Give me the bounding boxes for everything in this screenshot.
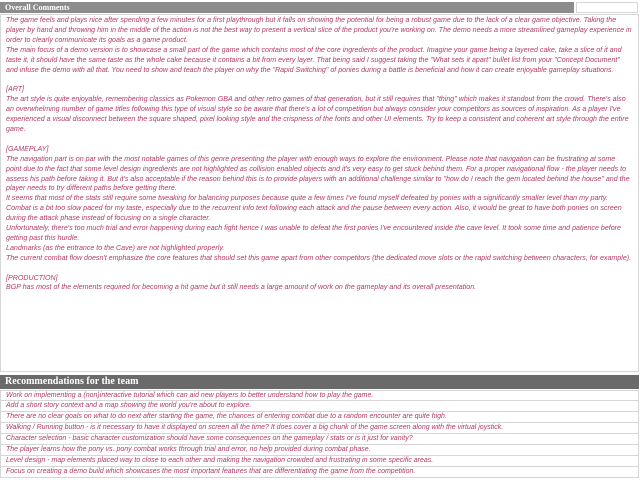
- comment-section-heading: [GAMEPLAY]: [6, 144, 49, 153]
- recommendation-item: Work on implementing a (non)interactive tutorial which can aid new players to better understand how to play the game.: [0, 390, 639, 401]
- header-right-box: [576, 2, 638, 13]
- comment-paragraph: Unfortunately, there's too much trial and error happening during each fight hence I was unable to defeat the first ponies I've encountered inside the cave level. It took some time and patience before getting past this hurdle.: [6, 224, 623, 242]
- comment-paragraph: The art style is quite enjoyable, remembering classics as Pokemon GBA and other retro games of that generation, but it still requires that "thing" which makes it standout from the crowd. There's also an overwhelming number of game titles following this type of visual style so be aware that there's a lot of competition but always consider your competitors as sources of inspiration. As a player I've experienced a visual disconnect between the square shaped, pixel looking style and the crispness of the fonts and other UI elements. Try to keep a consistent and coherent art style through the entire game.: [6, 95, 631, 133]
- comment-paragraph: The game feels and plays nice after spending a few minutes for a first playthrough but it falls on showing the potential for being a robust game due to the lack of a clear game objective. Taking the player by hand and throwing him in the middle of the action is not the best way to present a vertical slice of the product you're working on. The demo needs a more streamlined gameplay experience in order to clearly communicate its goals as a game product.: [6, 16, 634, 44]
- comment-section-heading: [PRODUCTION]: [6, 273, 58, 282]
- comment-paragraph: The navigation part is on par with the most notable games of this genre presenting the player with enough ways to explore the environment. Please note that navigation can be frustrating at some point due to the fact that some level design ingredients are not highlighted as collision enabled objects and it's very easy to get stuck behind them. For a proper navigational flow - the player needs to assess his path before taking it. But it's also acceptable if the reason behind this is to provide players with an additional challenge similar to "how do I reach the gem located behind the house" and the player needs to try different paths before getting there.: [6, 154, 632, 193]
- recommendations-list: [0, 390, 639, 478]
- comment-spacer: [6, 264, 632, 274]
- comment-section-heading: [ART]: [6, 85, 25, 94]
- overall-comments-header: [0, 2, 574, 13]
- overall-comments-title: Overall Comments: [5, 3, 70, 12]
- comment-paragraph: BGP has most of the elements required for becoming a hit game but it still needs a large amount of work on the gameplay and its overall presentation.: [6, 283, 477, 292]
- recommendations-header: [0, 375, 639, 389]
- comment-paragraph: Combat is a bit too slow paced for my taste, especially due to the recurrent info text following each attack and the pause between every action. Also, it would be great to have both ponies on screen during the attack phase instead of focusing on a single character.: [6, 204, 624, 223]
- recommendation-item: Character selection - basic character customization should have some consequences on the gameplay / stats or is it just for vanity?: [0, 434, 639, 445]
- comment-paragraph: Landmarks (as the entrance to the Cave) are not highlighted properly.: [6, 243, 225, 252]
- comment-paragraph: The current combat flow doesn't emphasize the core features that should set this game apart from other competitors (the dedicated move slots or the rapid switching between characters, for example).: [6, 253, 632, 262]
- recommendation-item: Walking / Running button - is it necessary to have it displayed on screen all the time? It does cover a big chunk of the game screen along with the virtual joystick.: [0, 423, 639, 434]
- comment-spacer: [6, 75, 632, 85]
- recommendation-item: Add a short story context and a map showing the world you're about to explore.: [0, 401, 639, 412]
- recommendations-title: Recommendations for the team: [5, 376, 139, 387]
- recommendation-item: Level design - map elements placed way to close to each other and making the navigation crowded and frustrating in some specific areas.: [0, 456, 639, 467]
- recommendation-item: The player learns how the pony vs. pony combat works through trial and error, no help provided during combat phase.: [0, 445, 639, 456]
- comment-paragraph: It seems that most of the stats still require some tweaking for balancing purposes because quite a few times I've found myself defeated by ponies with a significantly smaller level than my party.: [6, 194, 608, 203]
- overall-comments-body: [0, 14, 639, 372]
- comment-spacer: [6, 135, 632, 145]
- comment-paragraph: The main focus of a demo version is to showcase a small part of the game which contains most of the core ingredients of the product. Imagine your game being a layered cake, take a slice of it and taste it, it should have the same taste as the whole cake because it contains a bit from every layer. That being said I suggest taking the "What sets it apart" bullet list from your "Concept Document" and infuse the demo with all that. You need to show and teach the player on why the "Rapid Switching" of ponies during a battle is beneficial and how it can create enjoyable gameplay situations.: [6, 45, 624, 74]
- recommendation-item: Focus on creating a demo build which showcases the most important features that are differentiating the game from the competition.: [0, 467, 639, 478]
- recommendation-item: There are no clear goals on what to do next after starting the game, the chances of entering combat due to a random encounter are quite high.: [0, 412, 639, 423]
